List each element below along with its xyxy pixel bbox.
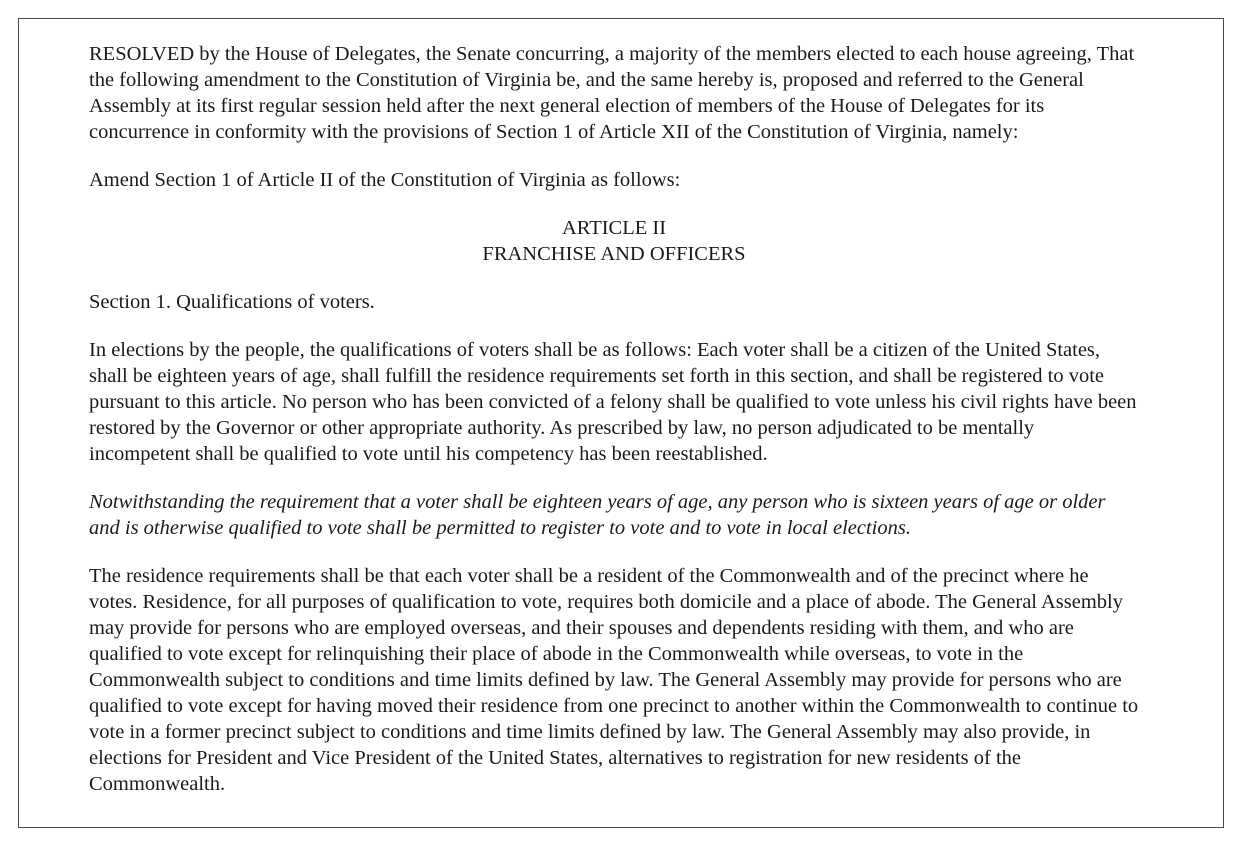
document-body <box>89 41 1139 819</box>
article-number: ARTICLE II <box>561 217 667 239</box>
article-heading <box>89 215 1139 267</box>
amend-paragraph: Amend Section 1 of Article II of the Constitution of Virginia as follows: <box>89 169 681 191</box>
article-title: FRANCHISE AND OFFICERS <box>482 243 746 265</box>
residence-paragraph: The residence requirements shall be that each voter shall be a resident of the Commonwealth and of the precinct where he votes. Residence, for all purposes of qualification to vote, requires both domicile and a place of abode. The General Assembly may provide for persons who are employed overseas, and their spouses and dependents residing with them, and who are qualified to vote except for relinquishing their place of abode in the Commonwealth while overseas, to vote in the Commonwealth subject to conditions and time limits defined by law. The General Assembly may provide for persons who are qualified to vote except for having moved their residence from one precinct to another within the Commonwealth to continue to vote in a former precinct subject to conditions and time limits defined by law. The General Assembly may also provide, in elections for President and Vice President of the United States, alternatives to registration for new residents of the Commonwealth. <box>89 565 1139 795</box>
resolved-paragraph: RESOLVED by the House of Delegates, the Senate concurring, a majority of the members elected to each house agreeing, That the following amendment to the Constitution of Virginia be, and the same hereby is, proposed and referred to the General Assembly at its first regular session held after the next general election of members of the House of Delegates for its concurrence in conformity with the provisions of Section 1 of Article XII of the Constitution of Virginia, namely: <box>89 43 1135 143</box>
section-title: Section 1. Qualifications of voters. <box>89 291 375 313</box>
qualifications-paragraph: In elections by the people, the qualifications of voters shall be as follows: Each voter shall be a citizen of the United States, shall be eighteen years of age, shall fulfill the residence requirements set forth in this section, and shall be registered to vote pursuant to this article. No person who has been convicted of a felony shall be qualified to vote unless his civil rights have been restored by the Governor or other appropriate authority. As prescribed by law, no person adjudicated to be mentally incompetent shall be qualified to vote until his competency has been reestablished. <box>89 339 1137 465</box>
document-frame <box>18 18 1224 828</box>
notwithstanding-paragraph: Notwithstanding the requirement that a voter shall be eighteen years of age, any person who is sixteen years of age or older and is otherwise qualified to vote shall be permitted to register to vote and to vote in local elections. <box>89 491 1106 539</box>
